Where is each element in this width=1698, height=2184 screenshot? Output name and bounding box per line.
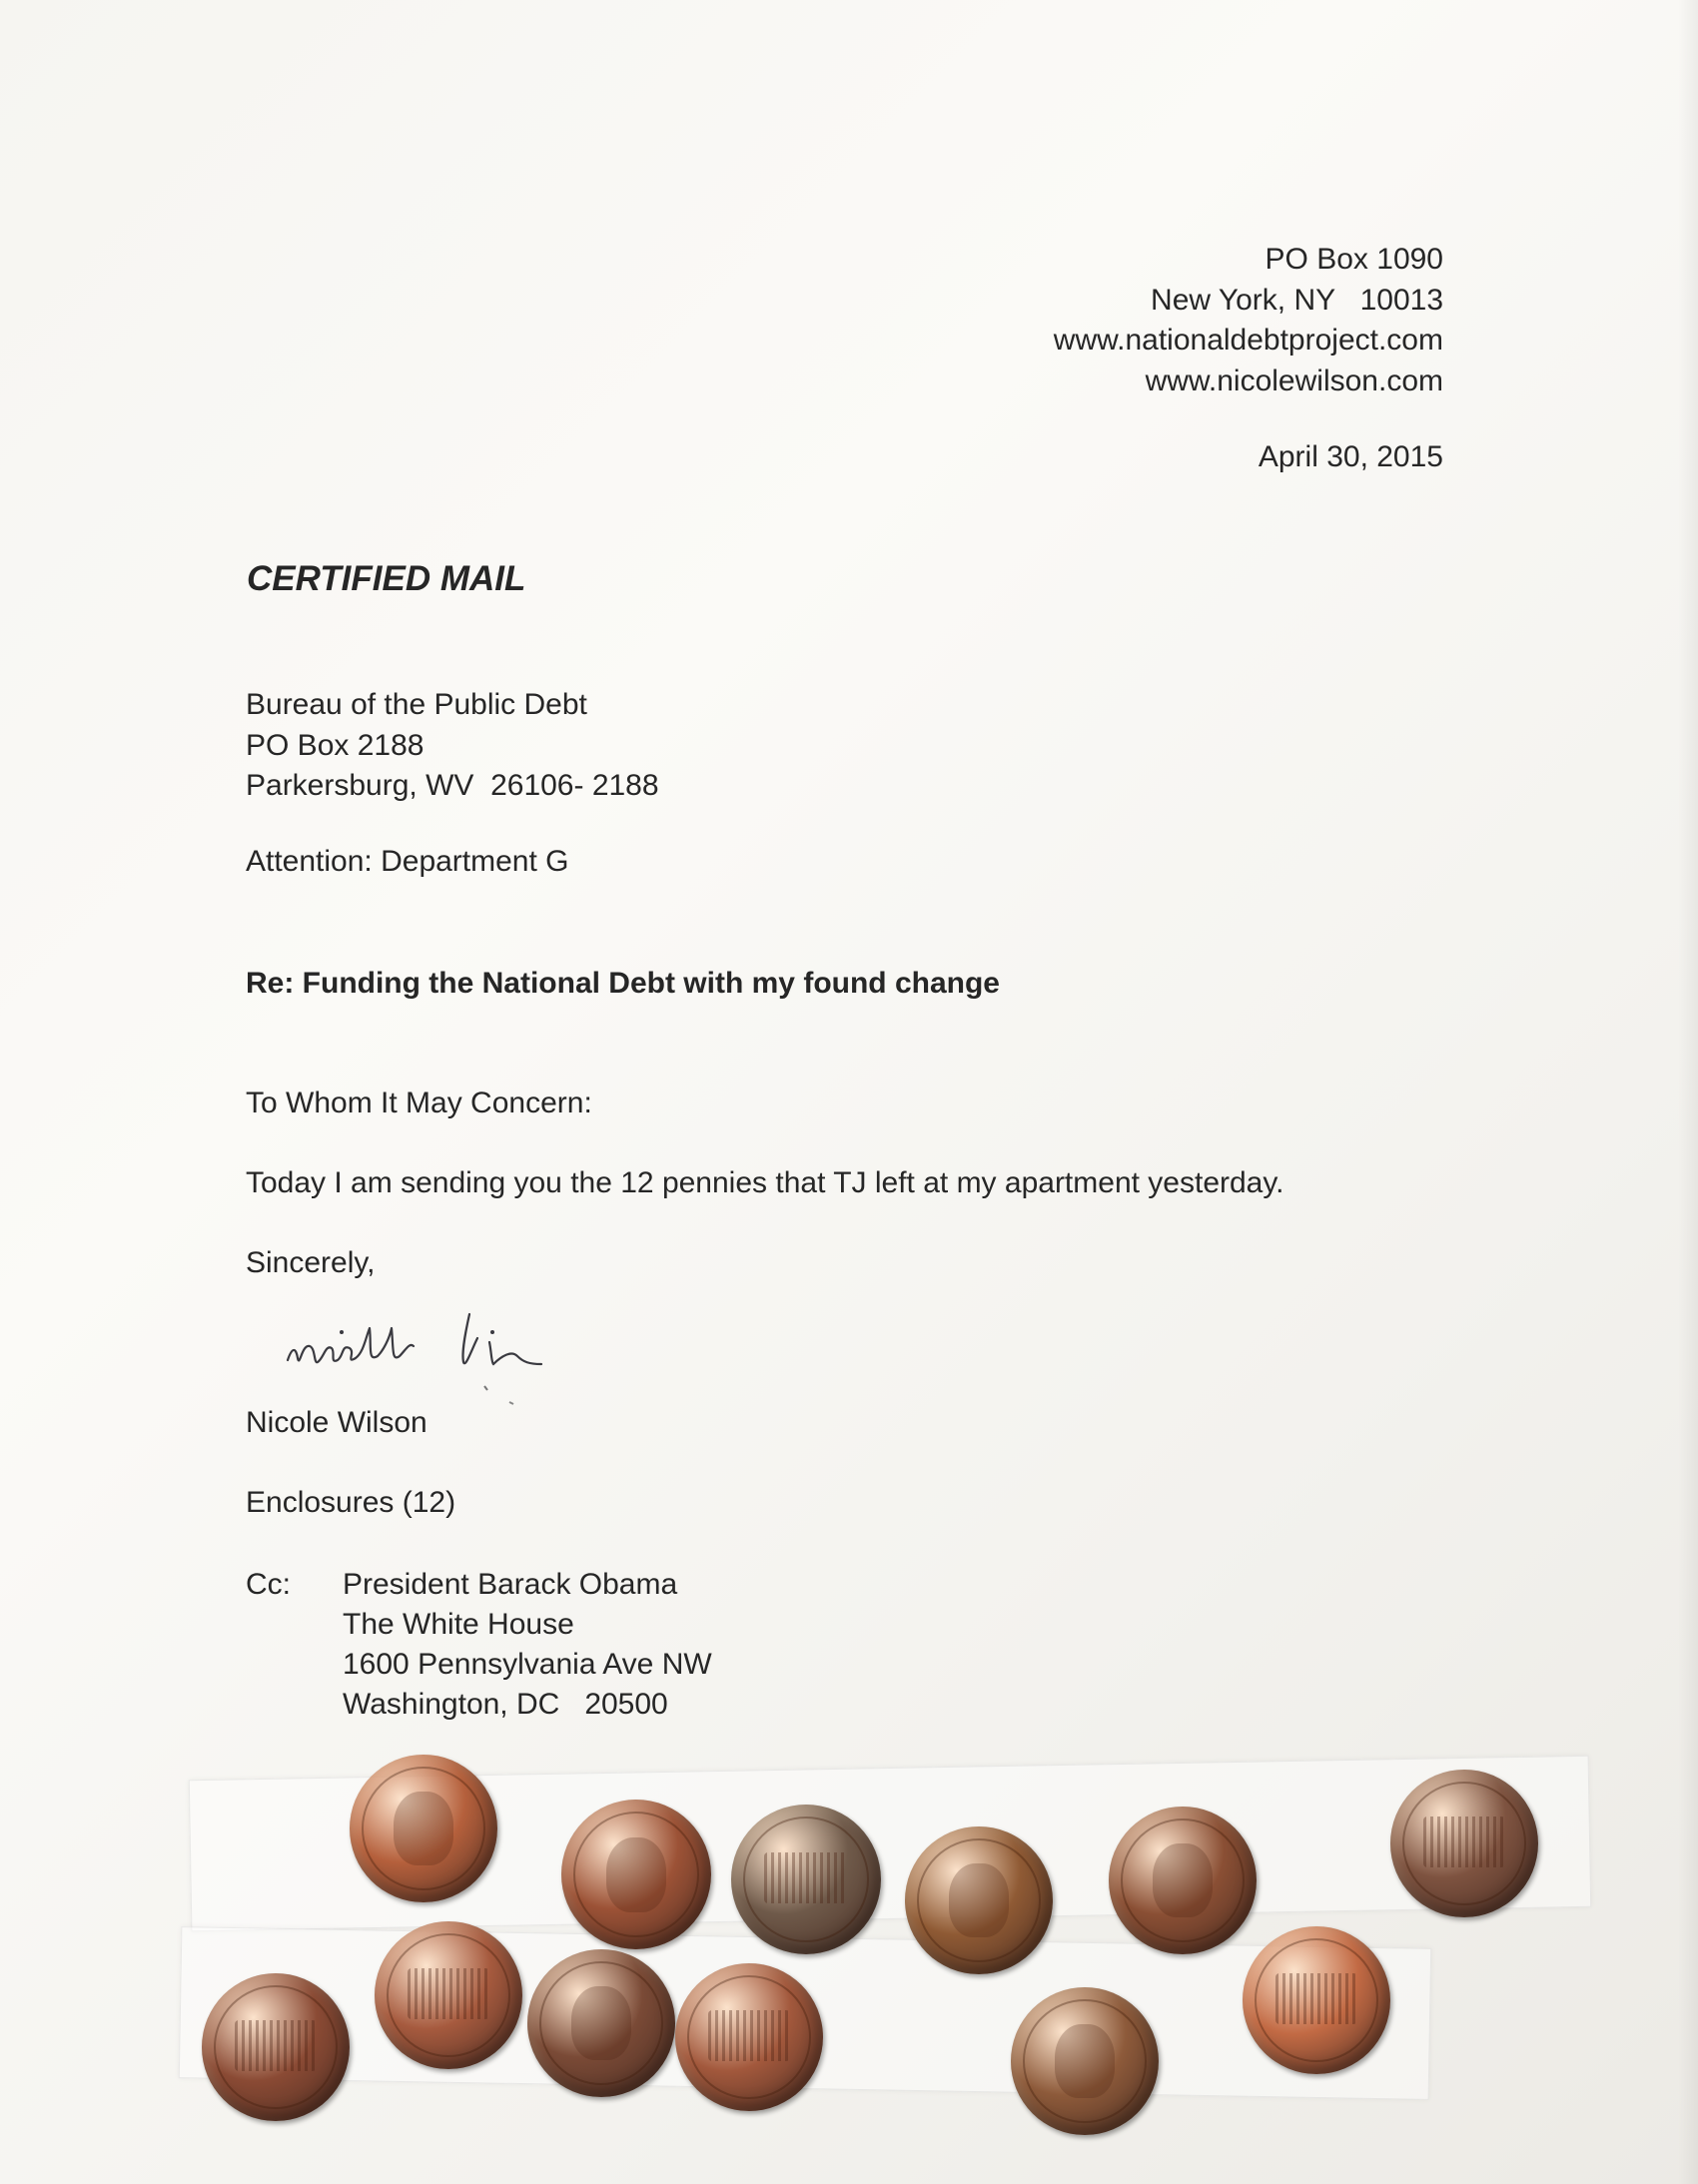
sender-website-project: www.nationaldebtproject.com: [1053, 324, 1443, 357]
sender-city: New York, NY 10013: [1151, 283, 1443, 317]
penny-coin: [350, 1755, 497, 1902]
recipient-city: Parkersburg, WV 26106- 2188: [246, 769, 659, 802]
cc-name: President Barack Obama: [343, 1568, 678, 1601]
penny-coin: [527, 1949, 675, 2097]
penny-coin: [731, 1805, 881, 1954]
memorial-reverse: [764, 1852, 848, 1903]
recipient-po-box: PO Box 2188: [246, 728, 424, 762]
lincoln-portrait: [571, 1986, 630, 2060]
shield-reverse: [708, 2010, 791, 2060]
attention-line: Attention: Department G: [246, 845, 569, 878]
lincoln-portrait: [1153, 1843, 1212, 1917]
penny-coin: [561, 1800, 711, 1949]
penny-coin: [675, 1963, 823, 2111]
letter-body: Today I am sending you the 12 pennies that TJ left at my apartment yesterday.: [246, 1166, 1284, 1199]
penny-coin: [1243, 1926, 1390, 2074]
shield-reverse: [408, 1968, 490, 2018]
penny-coin: [905, 1826, 1053, 1974]
signer-name: Nicole Wilson: [246, 1406, 427, 1439]
lincoln-portrait: [949, 1863, 1008, 1937]
penny-coin: [1390, 1770, 1538, 1917]
handwritten-signature: [280, 1298, 619, 1408]
cc-city: Washington, DC 20500: [343, 1688, 668, 1721]
salutation: To Whom It May Concern:: [246, 1087, 592, 1119]
lincoln-portrait: [394, 1792, 452, 1865]
penny-coin: [1011, 1987, 1159, 2135]
memorial-reverse: [235, 2020, 318, 2070]
letter-date: April 30, 2015: [1258, 440, 1443, 473]
certified-mail-heading: CERTIFIED MAIL: [247, 559, 526, 598]
penny-coin: [1109, 1807, 1257, 1954]
sender-address: [1054, 240, 1443, 401]
enclosures-note: Enclosures (12): [246, 1486, 456, 1519]
memorial-reverse: [1423, 1817, 1506, 1866]
lincoln-portrait: [606, 1837, 666, 1912]
penny-coin: [202, 1973, 350, 2121]
memorial-reverse: [1275, 1973, 1358, 2023]
cc-label: Cc:: [246, 1568, 291, 1601]
recipient-name: Bureau of the Public Debt: [246, 688, 587, 721]
closing: Sincerely,: [246, 1246, 376, 1279]
cc-organization: The White House: [343, 1608, 574, 1641]
lincoln-portrait: [1055, 2024, 1114, 2098]
page-edge-shadow: [1678, 0, 1698, 2184]
penny-coin: [375, 1921, 522, 2069]
cc-address: [343, 1565, 712, 1725]
sender-po-box: PO Box 1090: [1265, 243, 1443, 276]
subject-line: Re: Funding the National Debt with my found change: [246, 967, 1000, 1000]
cc-street: 1600 Pennsylvania Ave NW: [343, 1648, 712, 1681]
recipient-address: [246, 685, 659, 807]
sender-website-personal: www.nicolewilson.com: [1145, 364, 1443, 397]
